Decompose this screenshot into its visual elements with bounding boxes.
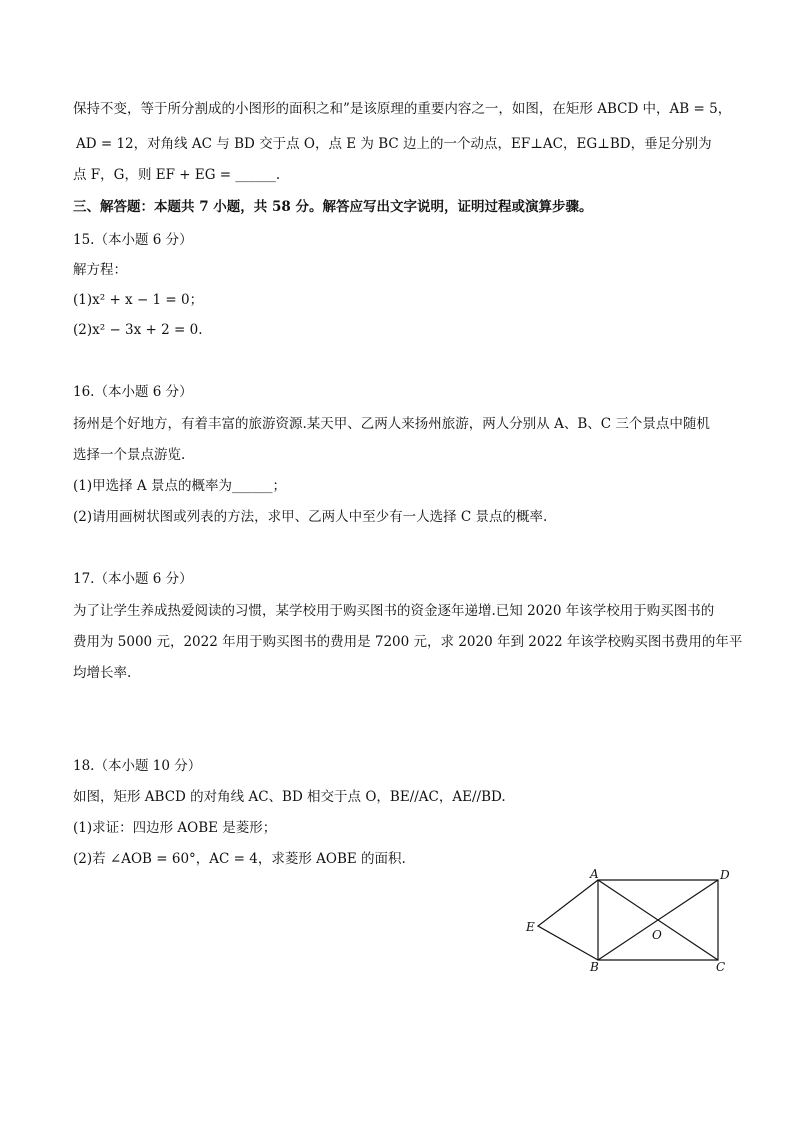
label-c: C	[716, 960, 726, 974]
label-e: E	[526, 920, 535, 934]
problem-15-title: 15.（本小题 6 分）	[73, 232, 193, 248]
problem-18-part-2: (2)若 ∠AOB = 60°，AC = 4，求菱形 AOBE 的面积.	[73, 851, 406, 867]
problem-16-text-line-2: 选择一个景点游览.	[73, 447, 186, 463]
problem-17-text-line-3: 均增长率.	[73, 665, 132, 681]
section-heading: 三、解答题：本题共 7 小题，共 58 分。解答应写出文字说明，证明过程或演算步骤。	[73, 199, 593, 215]
label-o: O	[652, 928, 662, 942]
problem-14-text-line-3: 点 F，G，则 EF + EG = ______.	[73, 167, 281, 183]
problem-16-part-2: (2)请用画树状图或列表的方法，求甲、乙两人中至少有一人选择 C 景点的概率.	[73, 509, 548, 525]
problem-16-title: 16.（本小题 6 分）	[73, 384, 193, 400]
problem-16-part-1: (1)甲选择 A 景点的概率为______；	[73, 478, 286, 494]
label-b: B	[590, 960, 599, 974]
problem-15-prompt: 解方程：	[73, 262, 127, 278]
problem-14-text-line-2: AD = 12，对角线 AC 与 BD 交于点 O，点 E 为 BC 边上的一个动点，EF⊥AC，EG⊥BD，垂足分别为	[76, 136, 712, 152]
segments-ae-eb	[538, 880, 598, 960]
problem-18-text-line-1: 如图，矩形 ABCD 的对角线 AC、BD 相交于点 O，BE//AC，AE//BD.	[73, 789, 506, 805]
problem-18-part-1: (1)求证：四边形 AOBE 是菱形；	[73, 820, 277, 836]
problem-15-equation-2: (2)x² − 3x + 2 = 0.	[73, 322, 203, 338]
problem-16-text-line-1: 扬州是个好地方，有着丰富的旅游资源.某天甲、乙两人来扬州旅游，两人分别从 A、B、C 三个景点中随机	[73, 416, 710, 432]
rectangle-rhombus-figure	[520, 868, 740, 978]
problem-18-title: 18.（本小题 10 分）	[73, 758, 202, 774]
problem-17-title: 17.（本小题 6 分）	[73, 571, 193, 587]
problem-17-text-line-2: 费用为 5000 元，2022 年用于购买图书的费用是 7200 元，求 2020 年到 2022 年该学校购买图书费用的年平	[73, 634, 743, 650]
problem-14-text-line-1: 保持不变，等于所分割成的小图形的面积之和”是该原理的重要内容之一，如图，在矩形 ABCD 中，AB = 5，	[73, 101, 732, 117]
label-a: A	[590, 868, 599, 881]
problem-15-equation-1: (1)x² + x − 1 = 0；	[73, 292, 204, 308]
label-d: D	[720, 868, 730, 882]
problem-17-text-line-1: 为了让学生养成热爱阅读的习惯，某学校用于购买图书的资金逐年递增.已知 2020 年该学校用于购买图书的	[73, 603, 715, 619]
